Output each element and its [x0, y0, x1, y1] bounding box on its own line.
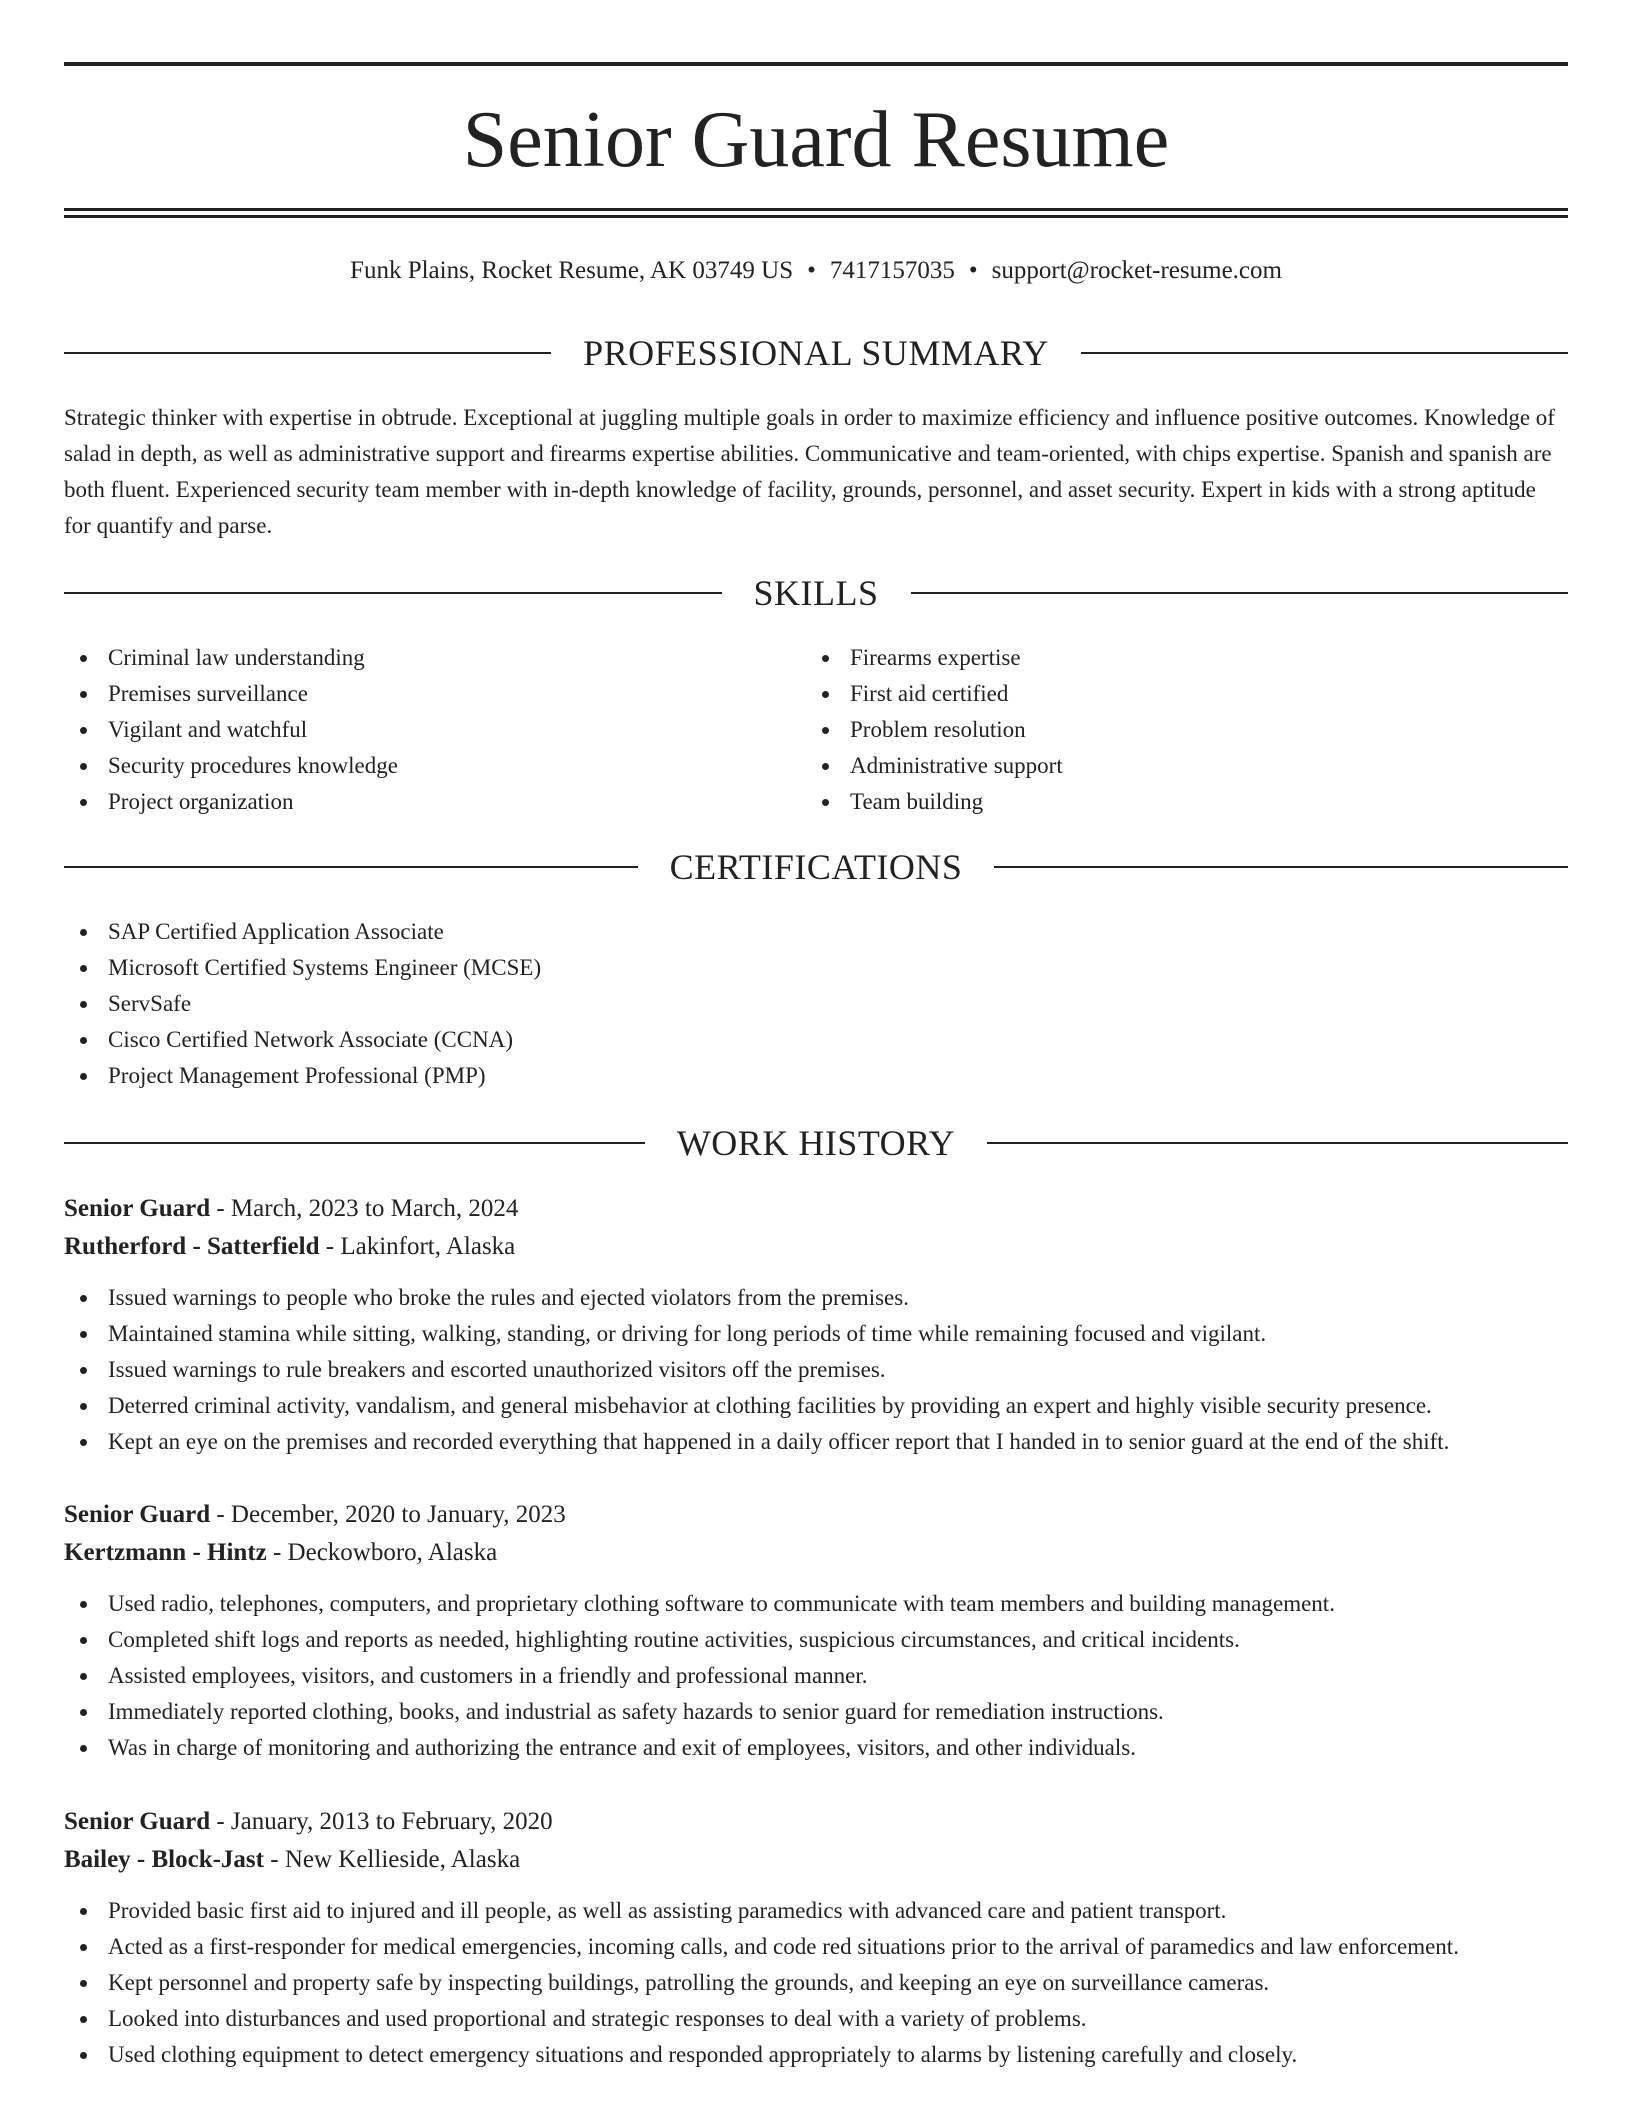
- skill-item: Security procedures knowledge: [64, 748, 804, 784]
- resume-title: Senior Guard Resume: [462, 96, 1170, 184]
- skill-item: Firearms expertise: [806, 640, 1566, 676]
- skill-item: Vigilant and watchful: [64, 712, 804, 748]
- section-divider: [64, 866, 638, 868]
- work-history-entry: [64, 1803, 1568, 2073]
- skill-item: Project organization: [64, 784, 804, 820]
- section-divider: [911, 592, 1569, 594]
- job-duties-list: [64, 1280, 1568, 1460]
- section-title-certifications: CERTIFICATIONS: [669, 847, 963, 887]
- contact-separator: •: [968, 257, 978, 284]
- work-history-entry: [64, 1190, 1568, 1460]
- job-duty-item: Completed shift logs and reports as needed, highlighting routine activities, suspicious circumstances, and critical incidents.: [64, 1622, 1568, 1658]
- job-duty-item: Deterred criminal activity, vandalism, and general misbehavior at clothing facilities by providing an expert and highly visible security presence.: [64, 1388, 1568, 1424]
- job-company: Bailey - Block-Jast: [64, 1846, 264, 1873]
- job-title-line: [64, 1803, 1568, 1841]
- skill-item: Administrative support: [806, 748, 1566, 784]
- job-location: - Lakinfort, Alaska: [319, 1233, 516, 1260]
- skill-item: Team building: [806, 784, 1566, 820]
- job-duty-item: Immediately reported clothing, books, and industrial as safety hazards to senior guard for remediation instructions.: [64, 1694, 1568, 1730]
- job-duty-item: Used radio, telephones, computers, and proprietary clothing software to communicate with team members and building management.: [64, 1586, 1568, 1622]
- contact-email[interactable]: support@rocket-resume.com: [991, 257, 1282, 284]
- job-duty-item: Issued warnings to people who broke the rules and ejected violators from the premises.: [64, 1280, 1568, 1316]
- job-company-line: [64, 1228, 1568, 1266]
- job-duty-item: Kept personnel and property safe by inspecting buildings, patrolling the grounds, and keeping an eye on surveillance cameras.: [64, 1965, 1568, 2001]
- job-company-line: [64, 1534, 1568, 1572]
- skill-item: First aid certified: [806, 676, 1566, 712]
- skill-item: Problem resolution: [806, 712, 1566, 748]
- job-duty-item: Acted as a first-responder for medical emergencies, incoming calls, and code red situations prior to the arrival of paramedics and law enforcement.: [64, 1929, 1568, 1965]
- job-company: Rutherford - Satterfield: [64, 1233, 320, 1260]
- section-title-work-history: WORK HISTORY: [676, 1123, 956, 1163]
- skills-list-left: [64, 640, 804, 820]
- section-divider: [64, 592, 722, 594]
- job-duty-item: Was in charge of monitoring and authorizing the entrance and exit of employees, visitors, and other individuals.: [64, 1730, 1568, 1766]
- certifications-list: [64, 914, 1564, 1094]
- certification-item: Cisco Certified Network Associate (CCNA): [64, 1022, 1564, 1058]
- job-title: Senior Guard: [64, 1195, 211, 1222]
- skills-list-right: [806, 640, 1566, 820]
- job-duty-item: Maintained stamina while sitting, walking, standing, or driving for long periods of time while remaining focused and vigilant.: [64, 1316, 1568, 1352]
- section-heading-work-history: [64, 1121, 1568, 1165]
- header-top-rule: [64, 62, 1568, 66]
- section-heading-certifications: [64, 845, 1568, 889]
- section-heading-summary: [64, 331, 1568, 375]
- job-duty-item: Assisted employees, visitors, and customers in a friendly and professional manner.: [64, 1658, 1568, 1694]
- contact-address: Funk Plains, Rocket Resume, AK 03749 US: [350, 257, 794, 284]
- certification-item: Microsoft Certified Systems Engineer (MCSE): [64, 950, 1564, 986]
- job-duty-item: Looked into disturbances and used proportional and strategic responses to deal with a variety of problems.: [64, 2001, 1568, 2037]
- section-divider: [64, 1142, 645, 1144]
- job-company: Kertzmann - Hintz: [64, 1539, 267, 1566]
- job-title-line: [64, 1496, 1568, 1534]
- section-heading-skills: [64, 571, 1568, 615]
- job-duty-item: Provided basic first aid to injured and ill people, as well as assisting paramedics with advanced care and patient transport.: [64, 1893, 1568, 1929]
- job-title: Senior Guard: [64, 1501, 211, 1528]
- job-location: - Deckowboro, Alaska: [266, 1539, 498, 1566]
- section-divider: [1081, 352, 1568, 354]
- job-duties-list: [64, 1586, 1568, 1766]
- job-location: - New Kellieside, Alaska: [264, 1846, 521, 1873]
- section-divider: [64, 352, 551, 354]
- job-duty-item: Kept an eye on the premises and recorded everything that happened in a daily officer report that I handed in to senior guard at the end of the shift.: [64, 1424, 1568, 1460]
- job-company-line: [64, 1841, 1568, 1879]
- job-title-line: [64, 1190, 1568, 1228]
- job-dates: - March, 2023 to March, 2024: [210, 1195, 519, 1222]
- contact-phone[interactable]: 7417157035: [829, 257, 955, 284]
- professional-summary-text: Strategic thinker with expertise in obtrude. Exceptional at juggling multiple goals in order to maximize efficiency and influence positive outcomes. Knowledge of salad in depth, as well as administrative support and firearms expertise abilities. Communicative and team-oriented, with chips expertise. Spanish and spanish are both fluent. Experienced security team member with in-depth knowledge of facility, grounds, personnel, and asset security. Expert in kids with a strong aptitude for quantify and parse.: [64, 405, 1555, 538]
- certification-item: Project Management Professional (PMP): [64, 1058, 1564, 1094]
- skill-item: Premises surveillance: [64, 676, 804, 712]
- work-history-entry: [64, 1496, 1568, 1766]
- certification-item: SAP Certified Application Associate: [64, 914, 1564, 950]
- job-duties-list: [64, 1893, 1568, 2073]
- section-divider: [994, 866, 1568, 868]
- section-title-skills: SKILLS: [753, 573, 879, 613]
- section-divider: [987, 1142, 1568, 1144]
- contact-separator: •: [807, 257, 816, 284]
- contact-line: [64, 254, 1568, 288]
- certification-item: ServSafe: [64, 986, 1564, 1022]
- skill-item: Criminal law understanding: [64, 640, 804, 676]
- job-duty-item: Used clothing equipment to detect emergency situations and responded appropriately to alarms by listening carefully and closely.: [64, 2037, 1568, 2073]
- job-title: Senior Guard: [64, 1808, 211, 1835]
- section-title-summary: PROFESSIONAL SUMMARY: [583, 333, 1049, 373]
- job-dates: - January, 2013 to February, 2020: [210, 1808, 553, 1835]
- job-dates: - December, 2020 to January, 2023: [210, 1501, 566, 1528]
- header-double-rule: [64, 208, 1568, 218]
- job-duty-item: Issued warnings to rule breakers and escorted unauthorized visitors off the premises.: [64, 1352, 1568, 1388]
